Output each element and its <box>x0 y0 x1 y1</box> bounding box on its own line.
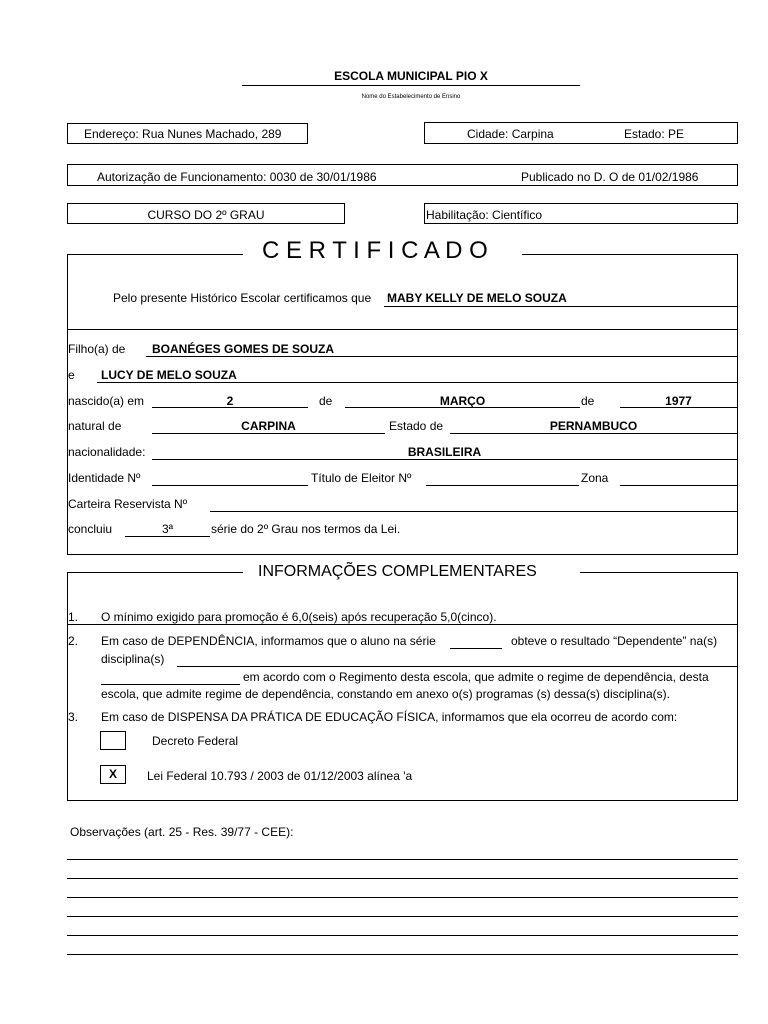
father-line <box>146 356 737 357</box>
student-name: MABY KELLY DE MELO SOUZA <box>387 291 567 305</box>
birth-year: 1977 <box>665 394 692 408</box>
de-label-1: de <box>319 394 333 408</box>
item2-text-e: escola, que admite regime de dependência, constando em anexo o(s) programas (s) dessa(s) disciplina(s). <box>101 687 670 701</box>
observacoes-line-5[interactable] <box>67 935 738 936</box>
birth-month-line <box>345 407 580 408</box>
item1-divider <box>67 624 738 625</box>
natural-state: PERNAMBUCO <box>549 419 638 433</box>
serie-value: 3ª <box>161 522 174 536</box>
intro-text: Pelo presente Histórico Escolar certificamos que <box>113 291 372 305</box>
item1-text: O mínimo exigido para promoção é 6,0(seis) após recuperação 5,0(cinco). <box>101 610 497 624</box>
estado-label: Estado de <box>389 419 444 433</box>
certificate-title: C E R T I F I C A D O <box>262 237 488 264</box>
natural-state-line <box>450 433 737 434</box>
autorizacao-text: Autorização de Funcionamento: 0030 de 30/01/1986 <box>97 170 377 184</box>
filho-label: Filho(a) de <box>68 342 126 356</box>
item3-text: Em caso de DISPENSA DA PRÁTICA DE EDUCAÇÃO FÍSICA, informamos que ela ocorreu de acordo com: <box>101 710 678 724</box>
cidade-text: Cidade: Carpina <box>467 127 554 141</box>
item2-disciplina-line <box>177 666 738 667</box>
observacoes-line-6[interactable] <box>67 954 738 955</box>
habilitacao-text: Habilitação: Científico <box>426 208 543 222</box>
item2-serie-line <box>450 648 502 649</box>
natural-city: CARPINA <box>241 419 296 433</box>
item2-text-a: Em caso de DEPENDÊNCIA, informamos que o aluno na série <box>101 634 436 648</box>
nacionalidade-value: BRASILEIRA <box>407 445 482 459</box>
student-name-line <box>384 306 737 307</box>
item1-number: 1. <box>68 610 79 624</box>
certificate-divider <box>67 329 738 330</box>
natural-city-line <box>152 433 385 434</box>
endereco-text: Endereço: Rua Nunes Machado, 289 <box>84 127 282 141</box>
complementares-title: INFORMAÇÕES COMPLEMENTARES <box>258 563 537 580</box>
birth-year-line <box>620 407 737 408</box>
item2-text-c: disciplina(s) <box>101 652 165 666</box>
de-label-2: de <box>581 394 595 408</box>
complementares-top-right <box>580 572 738 573</box>
item2-disciplina-line-2 <box>101 684 240 685</box>
reservista-label: Carteira Reservista Nº <box>68 497 188 511</box>
observacoes-line-3[interactable] <box>67 897 738 898</box>
concluiu-label: concluiu <box>68 522 113 536</box>
curso-text: CURSO DO 2º GRAU <box>147 208 265 222</box>
nacionalidade-line <box>152 459 737 460</box>
identidade-label: Identidade Nº <box>68 471 141 485</box>
zona-line <box>620 485 737 486</box>
decreto-checkbox[interactable] <box>100 731 126 750</box>
mother-name: LUCY DE MELO SOUZA <box>101 368 237 382</box>
observacoes-line-4[interactable] <box>67 916 738 917</box>
observacoes-line-2[interactable] <box>67 878 738 879</box>
birth-month: MARÇO <box>439 394 486 408</box>
observacoes-label: Observações (art. 25 - Res. 39/77 - CEE): <box>70 825 294 839</box>
natural-label: natural de <box>68 419 122 433</box>
nascido-label: nascido(a) em <box>68 394 145 408</box>
item2-text-b: obteve o resultado “Dependente” na(s) <box>511 634 718 648</box>
school-caption: Nome do Estabelecimento de Ensino <box>361 94 461 100</box>
father-name: BOANÉGES GOMES DE SOUZA <box>152 342 335 356</box>
item3-number: 3. <box>68 710 79 724</box>
publicado-text: Publicado no D. O de 01/02/1986 <box>521 170 699 184</box>
certificate-top-left <box>67 254 243 255</box>
item2-number: 2. <box>68 634 79 648</box>
titulo-line <box>426 485 579 486</box>
school-name: ESCOLA MUNICIPAL PIO X <box>334 69 488 83</box>
lei-checkbox[interactable]: X <box>100 765 126 784</box>
birth-day: 2 <box>226 394 234 408</box>
decreto-label: Decreto Federal <box>152 734 239 748</box>
certificate-top-right <box>522 254 738 255</box>
complementares-top-left <box>67 572 243 573</box>
e-label: e <box>68 368 75 382</box>
nacionalidade-label: nacionalidade: <box>68 445 146 459</box>
observacoes-line-1[interactable] <box>67 859 738 860</box>
item2-text-d: em acordo com o Regimento desta escola, que admite o regime de dependência, desta <box>243 670 709 684</box>
titulo-label: Título de Eleitor Nº <box>311 471 412 485</box>
estado-text: Estado: PE <box>624 127 685 141</box>
birth-day-line <box>152 407 308 408</box>
lei-label: Lei Federal 10.793 / 2003 de 01/12/2003 alínea 'a <box>147 769 413 783</box>
reservista-line <box>210 511 737 512</box>
mother-line <box>97 382 737 383</box>
school-name-underline <box>242 85 580 86</box>
identidade-line <box>152 485 308 486</box>
serie-line <box>125 536 210 537</box>
serie-text: série do 2º Grau nos termos da Lei. <box>211 522 401 536</box>
zona-label: Zona <box>581 471 609 485</box>
